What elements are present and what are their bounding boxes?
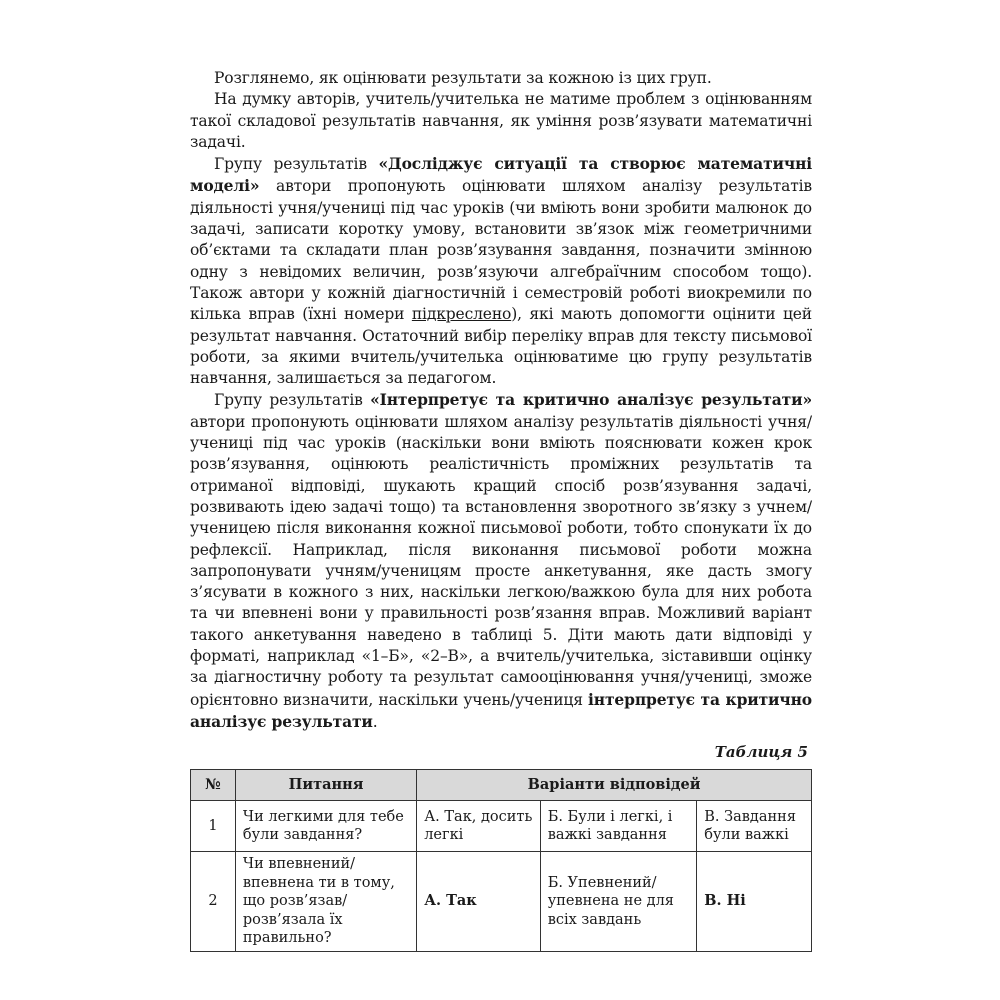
paragraph-1 [190, 68, 812, 89]
row-number: 2 [191, 852, 236, 952]
paragraph-text: ), які мають допомогти оцінити цей результат навчання. Остаточний вибір переліку вправ для тексту письмової роботи, за якими вчитель/учителька оцінюватиме цю групу результатів навчання, залишається за педагогом. [190, 305, 812, 388]
answer-a-cell: А. Так [417, 852, 541, 952]
paragraph-text: Розглянемо, як оцінювати результати за кожною із цих груп. [214, 69, 712, 87]
header-number: № [191, 770, 236, 801]
answer-a-cell: А. Так, досить легкі [417, 801, 541, 852]
paragraph-4 [190, 389, 812, 733]
paragraph-text: автори пропонують оцінювати шляхом аналізу результатів діяльності учня/учениці під час уроків (наскільки вони вміють пояснювати кожен крок розв’язування, оцінюють реалістичність проміжних результатів та отриманої відповіді, шукають кращий спосіб розв’язування задачі, розвивають ідею задачі тощо) та встановлення зворотного зв’язку з учнем/ученицею після виконання кожної письмової роботи, тобто спонукати їх до рефлексії. Наприклад, після виконання письмової роботи можна запропонувати учням/ученицям просте анкетування, яке дасть змогу з’ясувати в кожного з них, наскільки легкою/важкою була для них робота та чи впевнені вони у правильності розв’язання вправ. Можливий варіант такого анкетування наведено в таблиці 5. Діти мають дати відповіді у форматі, наприклад «1–Б», «2–В», а вчитель/учителька, зіставивши оцінку за діагностичну роботу та результат самооцінювання учня/учениці, зможе орієнтовно визначити, наскільки учень/учениця [190, 412, 812, 709]
paragraph-text: . [372, 712, 378, 731]
table-row [191, 801, 812, 852]
row-number: 1 [191, 801, 236, 852]
emphasized-phrase: інтерпретує та критично аналізує результати [190, 689, 812, 731]
document-page [190, 68, 812, 952]
table-header-row [191, 770, 812, 801]
header-question: Питання [235, 770, 416, 801]
paragraph-2 [190, 89, 812, 153]
question-cell: Чи впевнений/впевнена ти в тому, що розв’язав/розв’язала їх правильно? [235, 852, 416, 952]
answer-b-cell: Б. Були і легкі, і важкі завдання [540, 801, 697, 852]
table-caption: Таблиця 5 [714, 743, 808, 762]
paragraph-text: Групу результатів [214, 391, 371, 410]
body-text [190, 68, 812, 733]
answer-c-cell: В. Завдання були важкі [697, 801, 812, 852]
table-row [191, 852, 812, 952]
answer-b-cell: Б. Упевнений/упевнена не для всіх завдань [540, 852, 697, 952]
header-answers: Варіанти відповідей [417, 770, 812, 801]
paragraph-text: Групу результатів [214, 155, 379, 174]
paragraph-3 [190, 153, 812, 389]
paragraph-text: автори пропонують оцінювати шляхом аналізу результатів діяльності учня/учениці під час уроків (чи вміють вони зробити малюнок до задачі, записати коротку умову, встановити зв’язок між геометричними об’єктами та складати план розв’язування завдання, позначити змінною одну з невідомих величин, розв’язуючи алгебраїчним способом тощо). Також автори у кожній діагностичній і семестровій роботі виокремили по кілька вправ (їхні номери [190, 177, 812, 324]
emphasized-group-name: «Досліджує ситуації та створює математичні моделі» [190, 154, 812, 196]
answer-c-cell: В. Ні [697, 852, 812, 952]
question-cell: Чи легкими для тебе були завдання? [235, 801, 416, 852]
paragraph-text: На думку авторів, учитель/учителька не матиме проблем з оцінюванням такої складової результатів навчання, як уміння розв’язувати математичні задачі. [190, 90, 812, 151]
survey-table [190, 769, 812, 952]
underlined-word: підкреслено [411, 305, 512, 324]
emphasized-group-name: «Інтерпретує та критично аналізує результати» [370, 390, 812, 410]
